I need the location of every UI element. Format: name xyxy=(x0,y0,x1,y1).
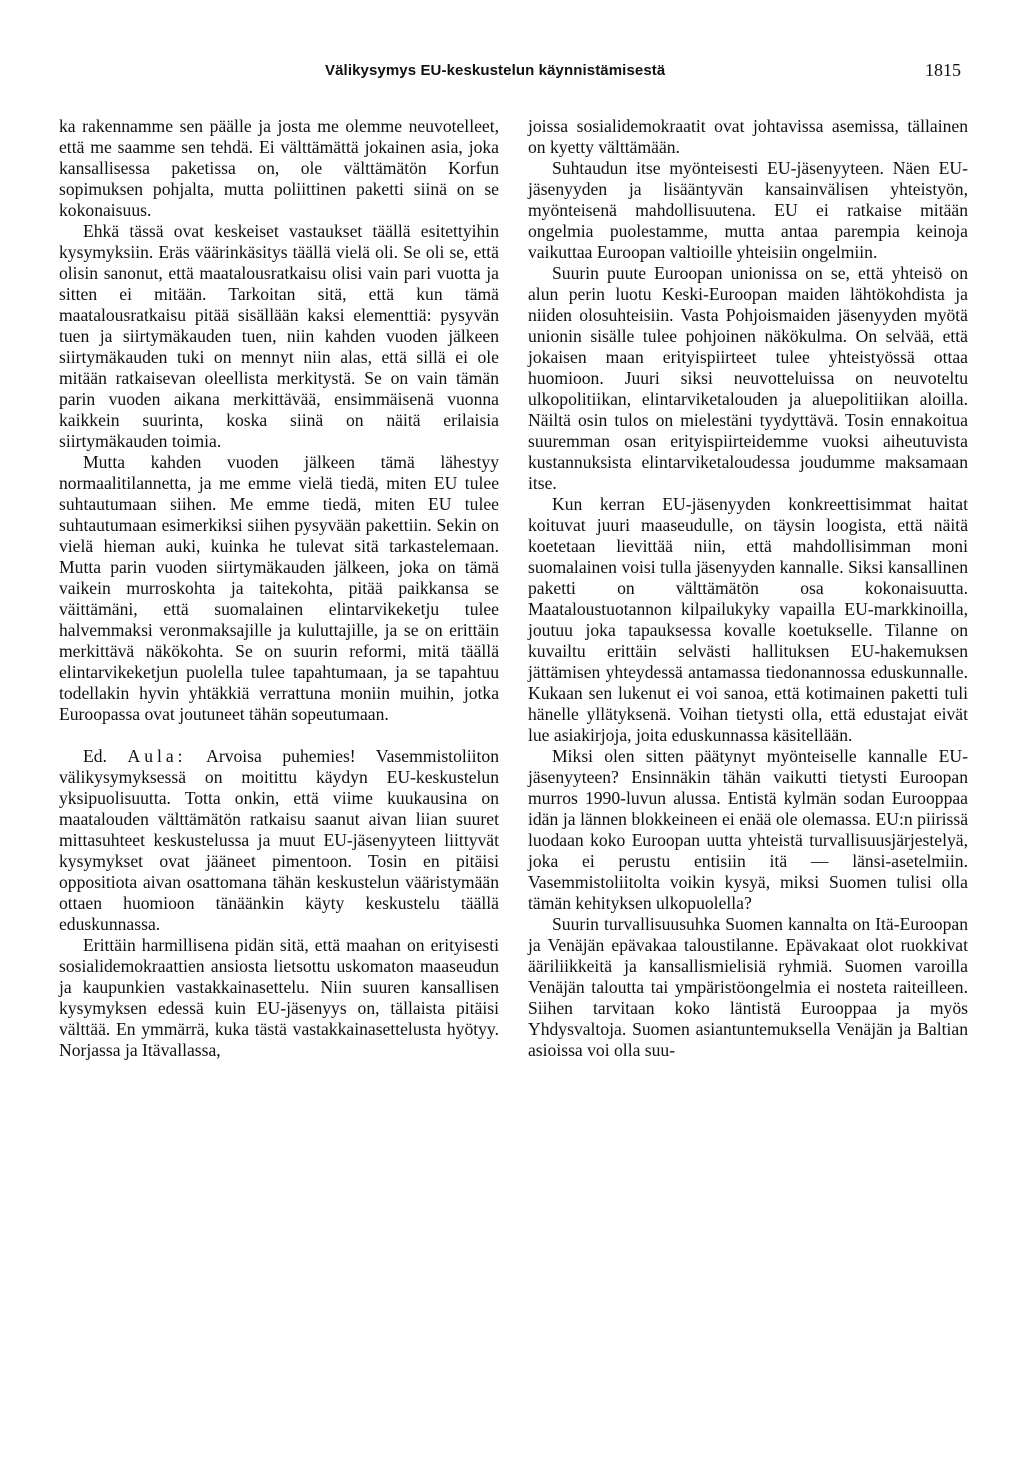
speech-opening-text: Arvoisa puhemies! Vasemmistoliiton välikysymyksessä on moitittu käydyn EU-keskustelun yksipuolisuutta. Totta onkin, että viime kuukausina on maatalouden välttämätön ratkaisu saanut aivan liian suuret mittasuhteet keskustelussa ja muut EU-jäsenyyteen liittyvät kysymykset ovat jääneet pimentoon. Tosin en pitäisi oppositiota aivan osattomana tähän keskustelun vääristymään ottaen huomioon tänäänkin käyty keskustelu täällä eduskunnassa. xyxy=(59,746,500,934)
right-column xyxy=(528,116,968,1061)
page-number: 1815 xyxy=(925,60,961,80)
paragraph: Suurin puute Euroopan unionissa on se, että yhteisö on alun perin luotu Keski-Euroopan maiden lähtökohdista ja niiden olosuhteisiin. Vasta Pohjoismaiden jäsenyyden myötä unionin sisälle tulee pohjoinen näkökulma. On selvää, että jokaisen maan erityispiirteet tulee yhteistyössä ottaa huomioon. Juuri siksi neuvotteluissa on neuvoteltu ulkopolitiikan, elintarviketalouden ja aluepolitiikan aloilla. Näiltä osin tulos on mielestäni tyydyttävä. Tosin ennakoitua suuremman osan erityispiirteidemme vuoksi aiheutuvista kustannuksista elintarviketaloudessa joudumme maksamaan itse. xyxy=(528,263,968,493)
paragraph: Ehkä tässä ovat keskeiset vastaukset täällä esitettyihin kysymyksiin. Eräs väärinkäsitys täällä vielä oli. Se oli se, että olisin sanonut, että maatalousratkaisu olisi vain pari vuotta ja sitten ei mitään. Tarkoitan sitä, että kun tämä maatalousratkaisu pitää sisällään kaksi elementtiä: pysyvän tuen ja siirtymäkauden tuen, niin kahden vuoden jälkeen siirtymäkauden tuki on mennyt niin alas, että sillä ei ole mitään ratkaisevan oleellista merkitystä. Se on vain tämän parin vuoden aikana merkittävää, ensimmäisenä vuonna kaikkein suurinta, koska siinä on näitä erilaisia siirtymäkauden toimia. xyxy=(59,221,499,451)
page-header xyxy=(0,62,1024,92)
speaker-prefix: Ed. xyxy=(83,746,107,766)
running-title: Välikysymys EU-keskustelun käynnistämisestä xyxy=(325,62,666,79)
paragraph: Suurin turvallisuusuhka Suomen kannalta on Itä-Euroopan ja Venäjän epävakaa taloustilanne. Epävakaat olot ruokkivat ääriliikkeitä ja kansallismielisiä ryhmiä. Suomen varoilla Venäjän taloutta tai ympäristöongelmia ei nosteta raiteilleen. Siihen tarvitaan koko läntistä Eurooppaa ja myös Yhdysvaltoja. Suomen asiantuntemuksella Venäjän ja Baltian asioissa voi olla suu- xyxy=(528,914,968,1060)
paragraph: Kun kerran EU-jäsenyyden konkreettisimmat haitat koituvat juuri maaseudulle, on täysin loogista, että näitä koetetaan lievittää niin, että mahdollisimman moni suomalainen voisi tulla jäsenyyden kannalle. Siksi kansallinen paketti on välttämätön osa kokonaisuutta. Maataloustuotannon kilpailukyky vapailla EU-markkinoilla, joutuu joka tapauksessa kovalle koetukselle. Tilanne on kuvailtu erittäin selvästi hallituksen EU-hakemuksen jättämisen yhteydessä antamassa tiedonannossa eduskunnalle. Kukaan sen lukenut ei voi sanoa, että kotimainen paketti tuli hänelle yllätyksenä. Voihan tietysti olla, että edustajat eivät lue asiakirjoja, joita eduskunnassa käsitellään. xyxy=(528,494,968,745)
paragraph: ka rakennamme sen päälle ja josta me olemme neuvotelleet, että me saamme sen tehdä. Ei välttämättä jokainen asia, joka kansallisessa paketissa on, ole välttämätön Korfun sopimuksen pohjalta, mutta poliittinen paketti siinä on se kokonaisuus. xyxy=(59,116,499,220)
left-column xyxy=(59,116,499,1061)
paragraph: Suhtaudun itse myönteisesti EU-jäsenyyteen. Näen EU-jäsenyyden ja lisääntyvän kansainvälisen yhteistyön, myönteisenä mahdollisuutena. EU ei ratkaise mitään ongelmia puolestamme, mutta antaa parempia keinoja vaikuttaa Euroopan valtioille yhteisiin ongelmiin. xyxy=(528,158,968,262)
speaker-name: Aula: xyxy=(127,746,187,766)
paragraph: joissa sosialidemokraatit ovat johtavissa asemissa, tällainen on kyetty välttämään. xyxy=(528,116,968,157)
speech-opening-paragraph xyxy=(59,746,499,935)
paragraph: Mutta kahden vuoden jälkeen tämä lähestyy normaalitilannetta, ja me emme vielä tiedä, miten EU tulee suhtautumaan siihen. Me emme tiedä, miten EU tulee suhtautumaan esimerkiksi siihen pysyvään pakettiin. Sekin on vielä hieman auki, kuinka he tulevat sitä tarkastelemaan. Mutta parin vuoden siirtymäkauden jälkeen, joka on tämä vaikein murroskohta ja taitekohta, pitää paikkansa se väittämäni, että suomalainen elintarvikeketju tulee halvemmaksi veronmaksajille ja kuluttajille, ja se on erittäin merkittävä näkökohta. Se on suurin reformi, mitä täällä elintarvikeketjun puolella tulee tapahtumaan, ja se tapahtuu todellakin hyvin yhtäkkiä verrattuna moniin muihin, jotka Euroopassa ovat joutuneet tähän sopeutumaan. xyxy=(59,452,499,724)
paragraph: Miksi olen sitten päätynyt myönteiselle kannalle EU-jäsenyyteen? Ensinnäkin tähän vaikutti tietysti Euroopan murros 1990-luvun alussa. Entistä kylmän sodan Eurooppaa idän ja lännen blokkeineen ei enää ole olemassa. EU:n piirissä luodaan koko Euroopan uutta yhteistä turvallisuusjärjestelyä, joka ei perustu entisiin itä — länsi-asetelmiin. Vasemmistoliitolta voikin kysyä, miksi Suomen tulisi olla tämän kehityksen ulkopuolella? xyxy=(528,746,968,913)
paragraph: Erittäin harmillisena pidän sitä, että maahan on erityisesti sosialidemokraattien ansiosta lietsottu uskomaton maaseudun ja kaupunkien vastakkainasettelu. Niin suuren kansallisen kysymyksen edessä kuin EU-jäsenyys on, tällaista pitäisi välttää. En ymmärrä, kuka tästä vastakkainasettelusta hyötyy. Norjassa ja Itävallassa, xyxy=(59,935,499,1060)
